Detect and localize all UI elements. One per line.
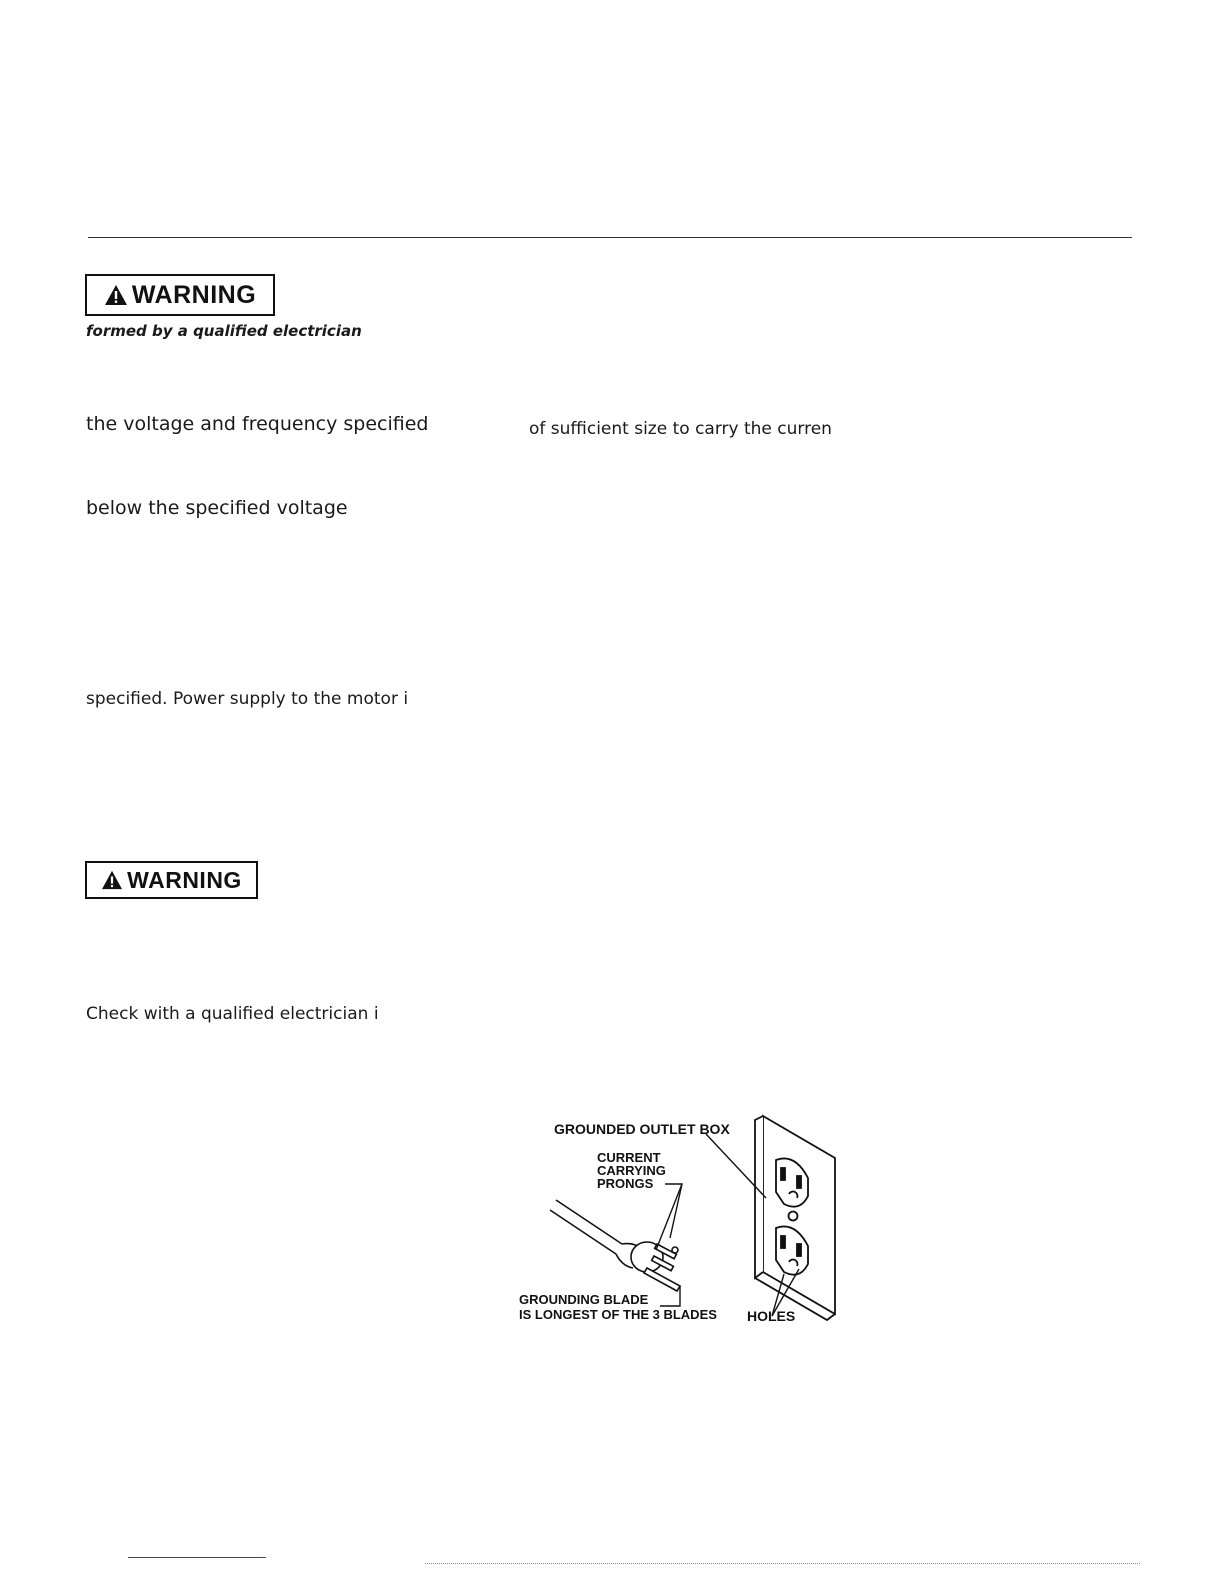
sufficient-size-text: of sufficient size to carry the curren: [529, 419, 832, 439]
grounding-blade-label-line-2: IS LONGEST OF THE 3 BLADES: [519, 1307, 717, 1322]
footer-link-underline: [128, 1557, 266, 1558]
prongs-label-line-3: PRONGS: [597, 1176, 654, 1191]
warning-badge: [85, 274, 275, 316]
prongs-label-line-2: CARRYING: [597, 1163, 666, 1178]
qualified-electrician-note: formed by a qualified electrician: [86, 322, 362, 340]
power-supply-text: specified. Power supply to the motor i: [86, 689, 409, 709]
warning-label: WARNING: [131, 280, 257, 309]
cord-illustration: [550, 1200, 680, 1291]
grounded-outlet-figure: [510, 1108, 845, 1333]
voltage-frequency-text: the voltage and frequency specified: [86, 413, 429, 435]
warning-triangle-icon: [101, 870, 123, 890]
warning-label: WARNING: [127, 866, 242, 893]
check-electrician-text: Check with a qualified electrician i: [86, 1004, 379, 1024]
outlet-illustration: [755, 1116, 835, 1320]
holes-label: HOLES: [747, 1308, 796, 1324]
warning-triangle-icon: [104, 284, 128, 306]
outlet-box-label: GROUNDED OUTLET BOX: [554, 1121, 730, 1137]
grounding-blade-label-line-1: GROUNDING BLADE: [519, 1292, 649, 1307]
footer-divider: [425, 1563, 1140, 1564]
header-divider: [88, 237, 1132, 238]
warning-badge: [85, 861, 258, 899]
below-voltage-text: below the specified voltage: [86, 497, 348, 519]
prongs-label-line-1: CURRENT: [597, 1150, 661, 1165]
